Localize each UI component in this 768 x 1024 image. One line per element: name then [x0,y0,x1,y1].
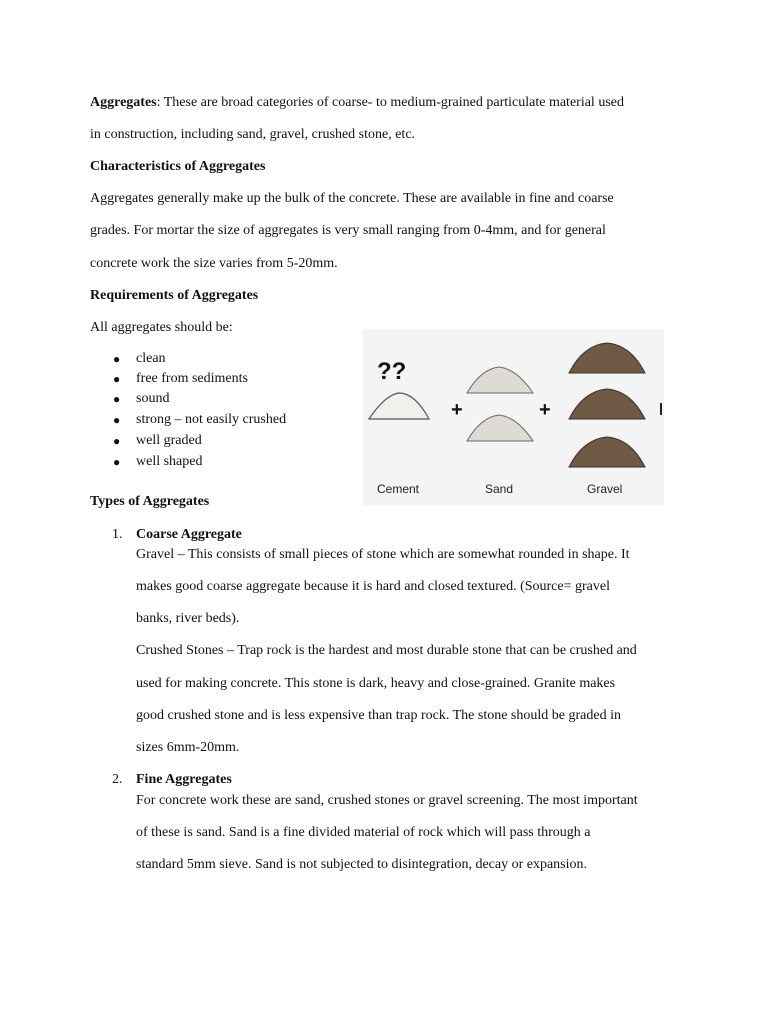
cement-pile-icon [369,393,429,419]
list-item: clean [136,351,166,366]
bullet-marker: ● [113,434,121,448]
list-item: strong – not easily crushed [136,412,287,427]
gravel-pile-icon [569,437,645,467]
list-item: free from sediments [136,371,248,386]
intro-line-2: in construction, including sand, gravel, crushed stone, etc. [90,127,416,142]
crushed-stones-line: good crushed stone and is less expensive than trap rock. The stone should be graded in [136,708,621,723]
bullet-marker: ● [113,352,121,366]
types-heading: Types of Aggregates [90,494,210,509]
list-number: 2. [112,772,123,787]
bullet-marker: ● [113,413,121,427]
list-item: well graded [136,433,202,448]
fine-aggregates-line: of these is sand. Sand is a fine divided material of rock which will pass through a [136,825,591,840]
list-item: sound [136,391,170,406]
aggregates-figure [363,329,664,505]
gravel-line: makes good coarse aggregate because it is hard and closed textured. (Source= gravel [136,579,610,594]
coarse-aggregate-title: Coarse Aggregate [136,527,242,542]
requirements-heading: Requirements of Aggregates [90,288,259,303]
intro-line-1 [90,95,624,111]
gravel-pile-icon [569,343,645,373]
figure-edge-mark [660,403,662,415]
sand-pile-icon [467,367,533,393]
intro-definition: : These are broad categories of coarse- to medium-grained particulate material used [156,95,624,110]
plus-icon: + [539,399,551,421]
fine-aggregates-line: standard 5mm sieve. Sand is not subjected to disintegration, decay or expansion. [136,857,588,872]
crushed-stones-line: sizes 6mm-20mm. [136,740,240,755]
crushed-stones-line: used for making concrete. This stone is dark, heavy and close-grained. Granite makes [136,676,616,691]
sand-pile-icon [467,415,533,441]
gravel-label: Gravel [587,482,623,496]
fine-aggregates-line: For concrete work these are sand, crushed stones or gravel screening. The most important [136,793,638,808]
gravel-pile-icon [569,389,645,419]
bullet-marker: ● [113,372,121,386]
list-number: 1. [112,527,123,542]
gravel-line: banks, river beds). [136,611,240,626]
characteristics-line: Aggregates generally make up the bulk of the concrete. These are available in fine and coarse [90,191,614,206]
requirements-lead: All aggregates should be: [90,320,233,335]
question-marks: ?? [377,358,407,385]
gravel-line: Gravel – This consists of small pieces of stone which are somewhat rounded in shape. It [136,547,630,562]
bullet-marker: ● [113,392,121,406]
characteristics-heading: Characteristics of Aggregates [90,159,266,174]
characteristics-line: concrete work the size varies from 5-20mm. [90,256,338,271]
intro-term: Aggregates [90,95,157,110]
bullet-marker: ● [113,455,121,469]
characteristics-line: grades. For mortar the size of aggregates is very small ranging from 0-4mm, and for general [90,223,606,238]
aggregates-illustration [363,329,664,505]
sand-label: Sand [485,482,514,496]
fine-aggregates-title: Fine Aggregates [136,772,232,787]
plus-icon: + [451,399,463,421]
list-item: well shaped [136,454,203,469]
crushed-stones-line: Crushed Stones – Trap rock is the hardest and most durable stone that can be crushed and [136,643,637,658]
cement-label: Cement [377,482,420,496]
